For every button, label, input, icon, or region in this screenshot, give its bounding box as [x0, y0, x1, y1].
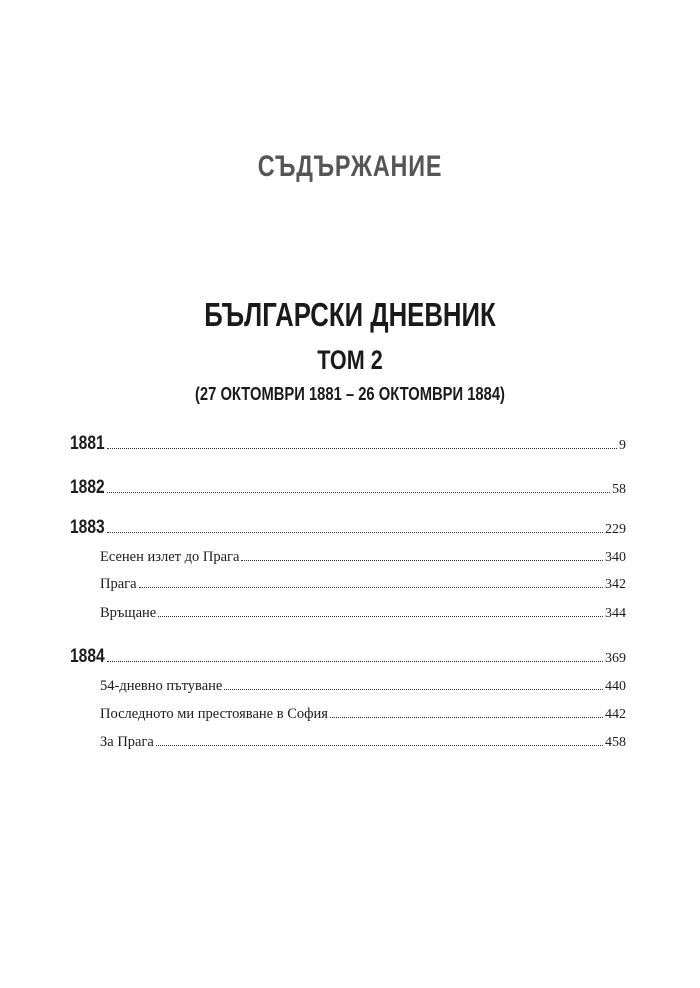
toc-entry-page: 344	[605, 606, 626, 621]
toc-entry-label: 1881	[70, 433, 105, 454]
toc-entry-1883[interactable]	[70, 517, 626, 539]
dot-leader	[224, 688, 603, 690]
toc-entry-page: 342	[605, 577, 626, 592]
dot-leader	[156, 744, 603, 746]
toc-entry-page: 9	[619, 438, 626, 453]
toc-entry-label: 1882	[70, 477, 105, 498]
toc-entry-to-prague[interactable]	[100, 734, 626, 751]
toc-entry-label: Прага	[100, 576, 137, 592]
volume-label: ТОМ 2	[317, 345, 383, 375]
toc-entry-page: 229	[605, 522, 626, 537]
toc-entry-1882[interactable]	[70, 477, 626, 499]
toc-entry-page: 369	[605, 651, 626, 666]
toc-entry-page: 340	[605, 550, 626, 565]
toc-entry-label: Последното ми престояване в София	[100, 706, 328, 722]
toc-entry-label: 54-дневно пътуване	[100, 678, 223, 694]
toc-entry-page: 442	[605, 707, 626, 722]
dot-leader	[139, 586, 603, 588]
toc-entry-54-day-journey[interactable]	[100, 678, 626, 695]
toc-entry-return[interactable]	[100, 605, 626, 622]
toc-entry-label: Връщане	[100, 605, 157, 621]
dot-leader	[241, 559, 603, 561]
toc-entry-1884[interactable]	[70, 646, 626, 668]
contents-title: СЪДЪРЖАНИЕ	[257, 150, 443, 183]
dot-leader	[107, 447, 617, 449]
toc-entry-page: 458	[605, 735, 626, 750]
dot-leader	[330, 716, 603, 718]
dot-leader	[107, 660, 603, 662]
toc-entry-page: 58	[612, 482, 626, 497]
book-title: БЪЛГАРСКИ ДНЕВНИК	[204, 296, 496, 333]
date-range: (27 ОКТОМВРИ 1881 – 26 ОКТОМВРИ 1884)	[195, 384, 505, 404]
toc-entry-label: Есенен излет до Прага	[100, 549, 240, 565]
toc-entry-label: 1884	[70, 646, 105, 667]
toc-entry-label: За Прага	[100, 734, 154, 750]
toc-entry-last-stay-sofia[interactable]	[100, 706, 626, 723]
dot-leader	[107, 491, 610, 493]
dot-leader	[158, 615, 603, 617]
toc-entry-1881[interactable]	[70, 433, 626, 455]
toc-entry-page: 440	[605, 679, 626, 694]
toc-entry-label: 1883	[70, 517, 105, 538]
toc-entry-prague[interactable]	[100, 576, 626, 593]
dot-leader	[107, 531, 603, 533]
toc-entry-autumn-trip-prague[interactable]	[100, 549, 626, 566]
